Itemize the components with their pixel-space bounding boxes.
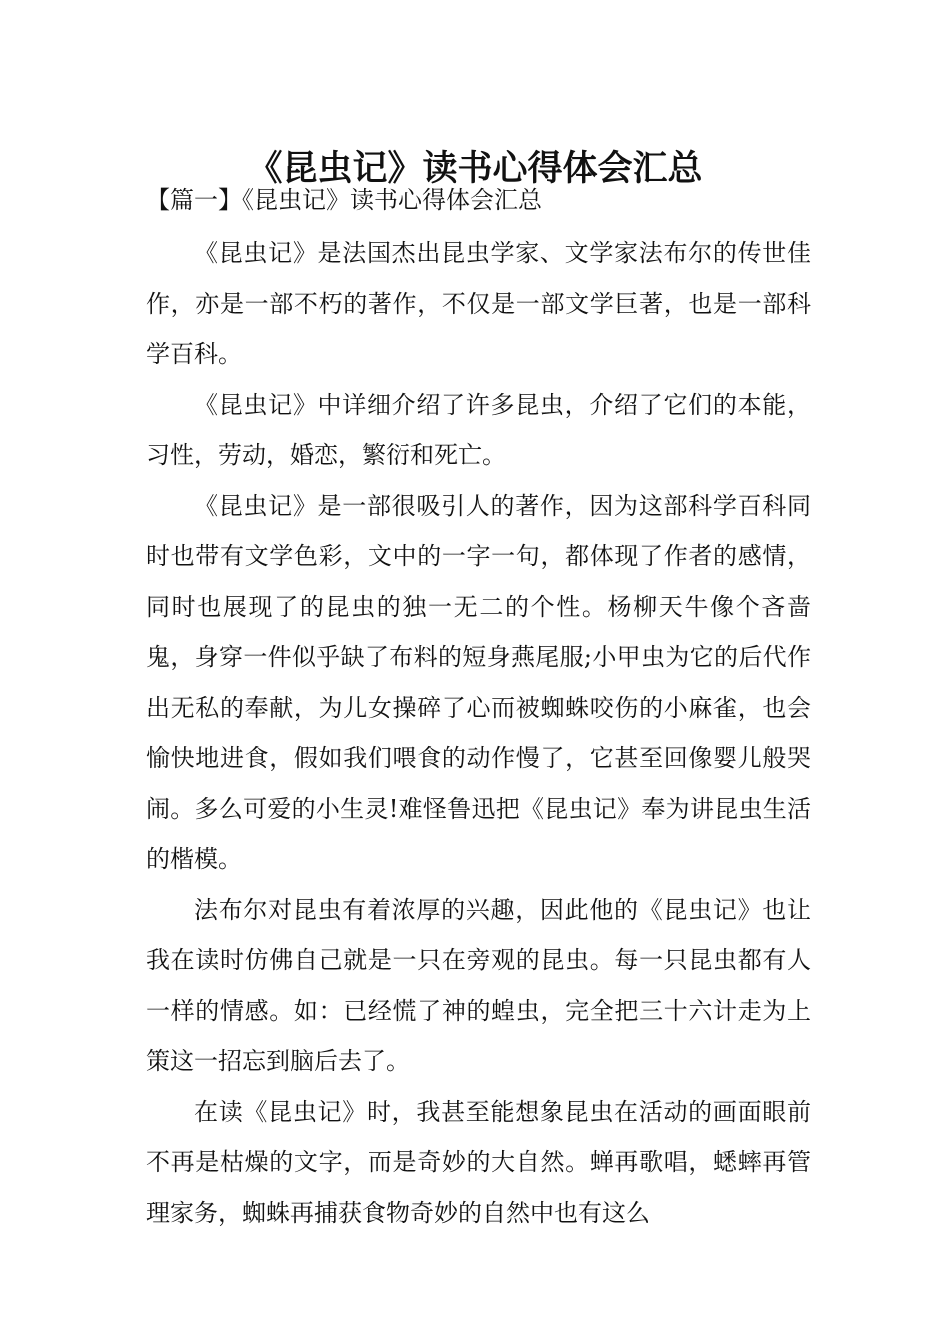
paragraph-2: 《昆虫记》中详细介绍了许多昆虫，介绍了它们的本能，习性，劳动，婚恋，繁衍和死亡。 xyxy=(146,390,811,469)
paragraph-4: 法布尔对昆虫有着浓厚的兴趣，因此他的《昆虫记》也让我在读时仿佛自己就是一只在旁观的昆虫。每一只昆虫都有人一样的情感。如：已经慌了神的蝗虫，完全把三十六计走为上策这一招忘到脑后去了。 xyxy=(146,895,811,1075)
paragraph-3: 《昆虫记》是一部很吸引人的著作，因为这部科学百科同时也带有文学色彩，文中的一字一句，都体现了作者的感情，同时也展现了的昆虫的独一无二的个性。杨柳天牛像个吝啬鬼，身穿一件似乎缺了布料的短身燕尾服;小甲虫为它的后代作出无私的奉献，为儿女操碎了心而被蜘蛛咬伤的小麻雀，也会愉快地进食，假如我们喂食的动作慢了，它甚至回像婴儿般哭闹。多么可爱的小生灵!难怪鲁迅把《昆虫记》奉为讲昆虫生活的楷模。 xyxy=(146,491,811,873)
section-heading: 【篇一】《昆虫记》读书心得体会汇总 xyxy=(146,186,542,214)
paragraph-5: 在读《昆虫记》时，我甚至能想象昆虫在活动的画面眼前不再是枯燥的文字，而是奇妙的大自然。蝉再歌唱，蟋蟀再管理家务，蜘蛛再捕获食物奇妙的自然中也有这么 xyxy=(146,1097,811,1227)
body-text xyxy=(146,228,811,1238)
page-title: 《昆虫记》读书心得体会汇总 xyxy=(247,149,703,190)
paragraph-1: 《昆虫记》是法国杰出昆虫学家、文学家法布尔的传世佳作，亦是一部不朽的著作，不仅是一部文学巨著，也是一部科学百科。 xyxy=(146,239,811,368)
